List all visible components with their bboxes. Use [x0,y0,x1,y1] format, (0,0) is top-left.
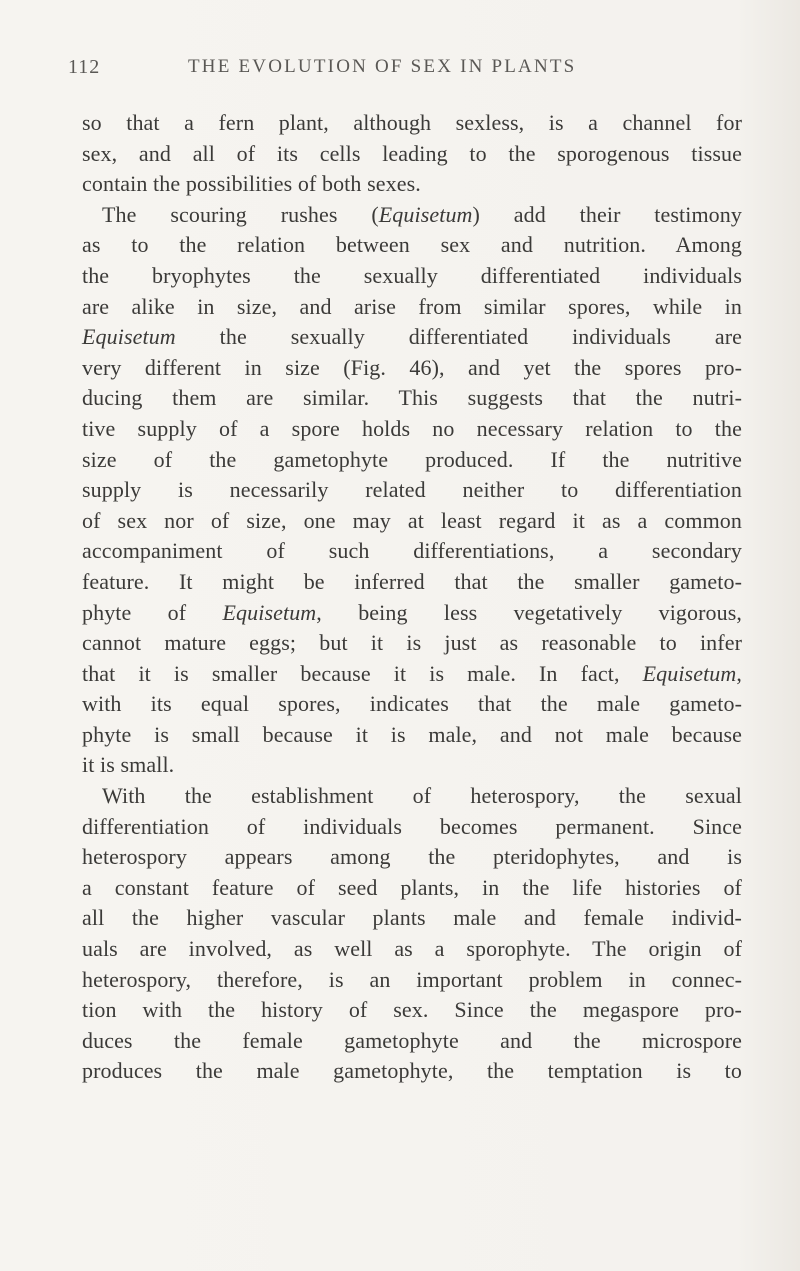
text-line: sex, and all of its cells leading to the sporogenous tissue [82,140,742,166]
text-line: uals are involved, as well as a sporophyte. The origin of [82,936,742,962]
text-line: very different in size (Fig. 46), and yet the spores pro- [82,354,742,380]
italic-term: Equisetum [82,324,176,350]
text-line: so that a fern plant, although sexless, is a channel for [82,110,742,135]
text-line: of sex nor of size, one may at least regard it as a common [82,507,742,533]
text-line: feature. It might be inferred that the smaller gameto- [82,568,742,594]
text-line: contain the possibilities of both sexes. [82,171,421,197]
text-line: accompaniment of such differentiations, a secondary [82,538,742,564]
italic-term: Equisetum [222,599,317,625]
page-header [68,56,728,86]
text-line: supply is necessarily related neither to differentiation [82,477,742,503]
text-line: duces the female gametophyte and the microspore [82,1027,742,1053]
text-line: phyte is small because it is male, and not male because [82,721,742,747]
text-line: heterospory appears among the pteridophytes, and is [82,844,742,870]
page-number: 112 [68,56,101,78]
text-line: a constant feature of seed plants, in the life histories of [82,874,742,900]
text-line: all the higher vascular plants male and female individ- [82,905,742,931]
text-line: cannot mature eggs; but it is just as reasonable to infer [82,630,742,656]
running-head: THE EVOLUTION OF SEX IN PLANTS [188,56,577,77]
text-line: tive supply of a spore holds no necessary relation to the [82,415,742,441]
text-line: Equisetum the sexually differentiated individuals are [82,324,742,350]
italic-term: Equisetum [378,201,473,227]
text-line: it is small. [82,752,175,778]
text-line: ducing them are similar. This suggests that the nutri- [82,385,742,411]
italic-term: Equisetum [642,660,737,686]
text-line: are alike in size, and arise from similar spores, while in [82,293,742,319]
body-text [82,108,742,1087]
text-line: differentiation of individuals becomes permanent. Since [82,813,742,839]
text-line: The scouring rushes (Equisetum) add their testimony [102,201,742,227]
text-line: size of the gametophyte produced. If the nutritive [82,446,742,472]
text-line: produces the male gametophyte, the temptation is to [82,1058,742,1084]
text-line: tion with the history of sex. Since the megaspore pro- [82,997,742,1023]
text-line: phyte of Equisetum, being less vegetatively vigorous, [82,599,742,625]
text-line: With the establishment of heterospory, the sexual [102,783,742,809]
text-line: the bryophytes the sexually differentiated individuals [82,262,742,288]
text-line: as to the relation between sex and nutrition. Among [82,232,742,258]
text-line: with its equal spores, indicates that the male gameto- [82,691,742,717]
text-line: heterospory, therefore, is an important problem in connec- [82,966,742,992]
text-line: that it is smaller because it is male. In fact, Equisetum, [82,660,742,686]
